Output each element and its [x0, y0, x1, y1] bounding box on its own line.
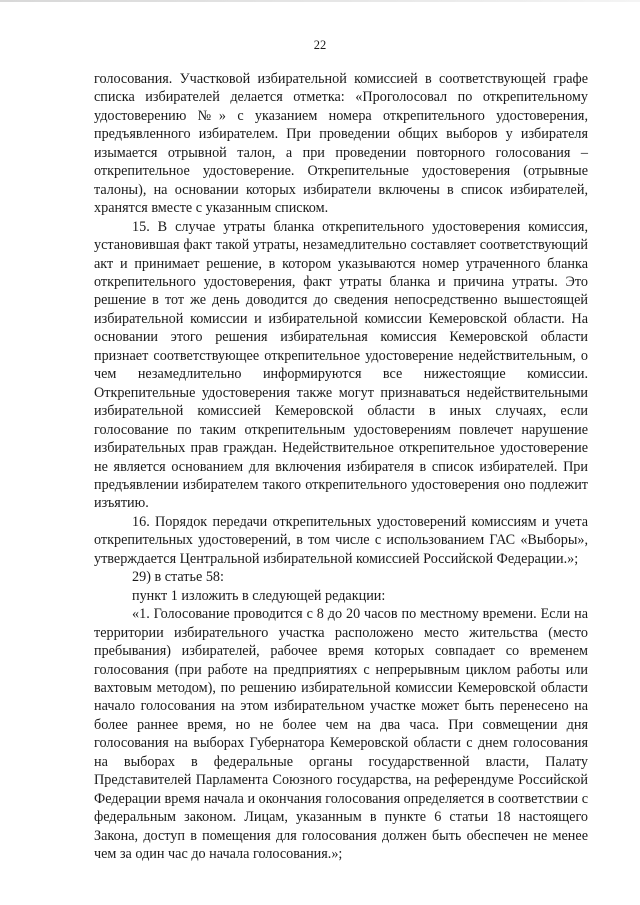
scan-top-edge: [0, 0, 640, 2]
paragraph-amendment-29: 29) в статье 58:: [132, 569, 224, 586]
paragraph-item-16: 16. Порядок передачи открепительных удостоверений комиссиям и учета открепительных удостоверений, в том числе с использованием ГАС «Выборы», утверждается Центральной избирательной комиссией Российской Федерации.»;: [94, 513, 588, 567]
paragraph-point-1-intro: пункт 1 изложить в следующей редакции:: [132, 587, 386, 604]
paragraph-point-1-text: «1. Голосование проводится с 8 до 20 часов по местному времени. Если на территории избирательного участка расположено место жительства (место пребывания) избирателей, рабочее время которых совпадает со временем голосования (при работе на предприятиях с непрерывным циклом работы или вахтовым методом), по решению избирательной комиссии Кемеровской области начало голосования на этом избирательном участке может быть перенесено на более раннее время, но не более чем на два часа. При совмещении дня голосования на выборах Губернатора Кемеровской области с днем голосования на выборах в федеральные органы государственной власти, Палату Представителей Парламента Союзного государства, на референдуме Российской Федерации время начала и окончания голосования определяется в соответствии с федеральным законом. Лицам, указанным в пункте 6 статьи 18 настоящего Закона, доступ в помещения для голосования должен быть обеспечен не менее чем за один час до начала голосования.»;: [94, 606, 588, 863]
page-number: 22: [313, 38, 327, 52]
paragraph-voting-mark: голосования. Участковой избирательной комиссией в соответствующей графе списка избирателей делается отметка: «Проголосовал по открепительному удостоверению №» с указанием номера открепительного удостоверения, предъявленного избирателем. При проведении общих выборов у избирателя изымается отрывной талон, а при проведении повторного голосования – открепительное удостоверение. Открепительные удостоверения (отрывные талоны), на основании которых избиратели включены в список избирателей, хранятся вместе с указанным списком.: [94, 71, 588, 217]
document-body: [94, 70, 588, 863]
paragraph-item-15: 15. В случае утраты бланка открепительного удостоверения комиссия, установившая факт такой утраты, незамедлительно составляет соответствующий акт и принимает решение, в котором указываются номер утраченного бланка открепительного удостоверения, факт утраты бланка и причина утраты. Это решение в тот же день доводится до сведения непосредственно вышестоящей избирательной комиссии и избирательной комиссии Кемеровской области. На основании этого решения избирательная комиссия Кемеровской области признает соответствующее открепительное удостоверение недействительным, о чем незамедлительно информируются все нижестоящие комиссии. Открепительные удостоверения также могут признаваться недействительными избирательной комиссией Кемеровской области в иных случаях, если голосование по таким открепительным удостоверениям повлечет нарушение избирательных прав граждан. Недействительное открепительное удостоверение не является основанием для включения избирателя в список избирателей. При предъявлении избирателем такого открепительного удостоверения оно подлежит изъятию.: [94, 218, 588, 512]
